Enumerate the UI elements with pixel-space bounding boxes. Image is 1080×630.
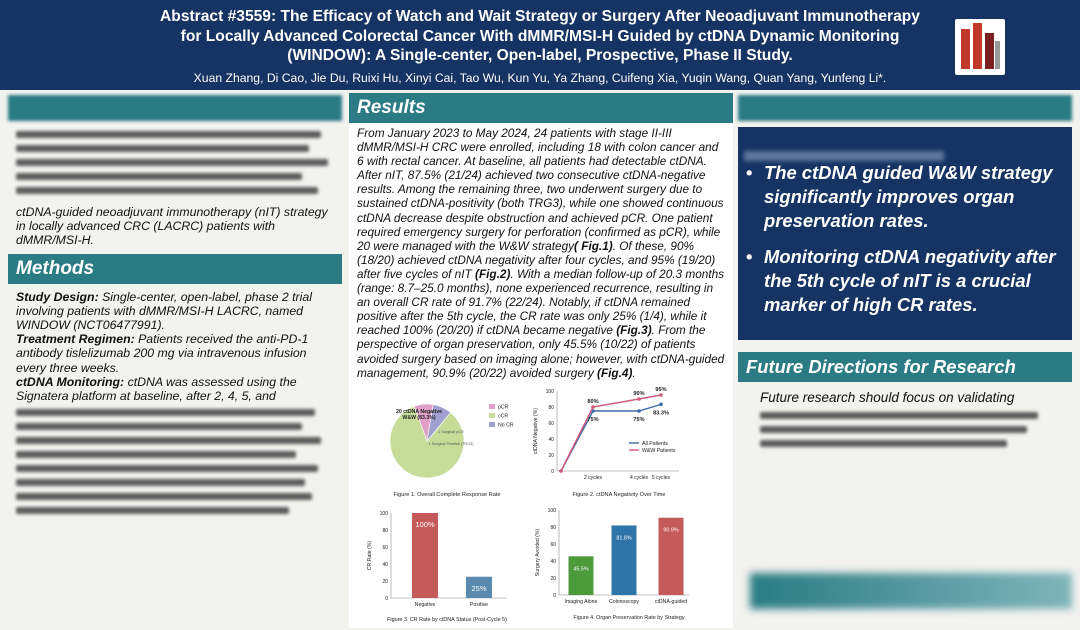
figure-3-title: Figure 3. CR Rate by ctDNA Status (Post-Cycle 5)	[387, 617, 507, 623]
conclusion-item-1	[746, 161, 1062, 233]
fig2-ylabel: ctDNA Negative (%)	[533, 407, 539, 455]
results-text-part-2: . Of these, 90% (18/20) achieved ctDNA negativity after four cycles, and 95% (19/20) after five cycles of nIT	[357, 238, 716, 281]
fig4-ylabel: Surgery Avoided (%)	[535, 528, 541, 577]
treatment-regimen-paragraph	[16, 332, 334, 375]
fig2-reference: (Fig.2)	[475, 266, 511, 281]
figures-canvas	[349, 383, 733, 628]
fig4-bar-label-0: 45.5%	[573, 566, 589, 573]
fig2-point-0-2	[637, 409, 641, 413]
fig4-category-1: Colonoscopy	[609, 599, 639, 605]
fig3-ytick-100: 100	[379, 511, 388, 517]
poster-header	[0, 0, 1080, 90]
fig2-point-0-3	[659, 403, 663, 407]
methods-heading: Methods	[8, 254, 342, 284]
pie-label-ccr-pct: W&W (83.3%)	[402, 415, 436, 421]
results-text	[349, 123, 733, 380]
figure-2-title: Figure 2. ctDNA Negativity Over Time	[572, 492, 666, 498]
conclusions-heading	[738, 95, 1072, 121]
title-line-3: (WINDOW): A Single-center, Open-label, Prospective, Phase II Study.	[287, 47, 793, 64]
fig2-xtick-3: 5 cycles	[651, 475, 671, 481]
fig3-ytick-60: 60	[382, 545, 388, 551]
poster-title	[120, 7, 960, 66]
fig4-bar-0	[569, 556, 594, 595]
right-column	[738, 93, 1072, 628]
author-list: Xuan Zhang, Di Cao, Jie Du, Ruixi Hu, Xinyi Cai, Tao Wu, Kun Yu, Ya Zhang, Cuifeng Xia, Yuqin Wang, Quan Yang, Yunfeng Li*.	[193, 71, 887, 85]
title-line-2: for Locally Advanced Colorectal Cancer With dMMR/MSI-H Guided by ctDNA Dynamic Monitoring	[180, 27, 900, 45]
figure-4-title: Figure 4. Organ Preservation Rate by Strategy	[573, 615, 685, 621]
bullet-icon: •	[746, 246, 753, 267]
fig1-reference: ( Fig.1)	[574, 238, 613, 253]
methods-blurred-text	[8, 403, 342, 513]
introduction-text: ctDNA-guided neoadjuvant immunotherapy (nIT) strategy in locally advanced CRC (LACRC) patients with dMMR/MSI-H.	[16, 205, 328, 248]
fig2-data-label-1-3: 95%	[655, 387, 667, 393]
ctdna-monitoring-paragraph	[16, 375, 334, 403]
introduction-blurred-text	[8, 121, 342, 201]
fig2-ytick-80: 80	[548, 405, 554, 411]
ctdna-monitoring-text: ctDNA was assessed using the Signatera platform at baseline, after 2, 4, 5, and	[16, 374, 297, 404]
fig2-data-label-0-2: 75%	[633, 417, 645, 423]
conclusion-item-2	[746, 245, 1062, 317]
results-text-part-1: From January 2023 to May 2024, 24 patients with stage II-III dMMR/MSI-H CRC were enrolled, including 18 with colon cancer and 6 with rectal cancer. At baseline, all patients had detectable ctDNA. After nIT, 87.5% (21/24) achieved two consecutive ctDNA-negative results. Among the remaining three, two underwent surgery due to sustained ctDNA-positivity (both TRG3), while one showed continuous ctDNA decrease despite obstruction and achieved pCR. One patient required emergency surgery for perforation (confirmed as pCR), while 20 were managed with the W&W strategy	[357, 126, 724, 253]
methods-body	[8, 284, 342, 404]
study-design-paragraph	[16, 290, 334, 333]
fig4-ytick-100: 100	[547, 508, 556, 514]
fig3-bar-label-0: 100%	[415, 520, 435, 529]
fig2-legend-label-0: All Patients	[642, 441, 668, 447]
conclusion-text-1: The ctDNA guided W&W strategy significantly improves organ preservation rates.	[764, 162, 1053, 231]
fig3-bar-label-1: 25%	[471, 583, 487, 593]
treatment-regimen-label: Treatment Regimen:	[16, 332, 135, 347]
fig3-ytick-40: 40	[382, 562, 388, 568]
legend-swatch-ccr	[489, 413, 495, 418]
middle-column	[349, 93, 733, 628]
fig4-bar-label-2: 90.9%	[663, 527, 679, 534]
footer-band	[750, 573, 1072, 609]
future-directions-heading: Future Directions for Research	[738, 352, 1072, 382]
fig3-reference: (Fig.3)	[616, 323, 652, 338]
results-text-part-3: . With a median follow-up of 20.3 months (range: 8.7–25.0 months), none experienced recurrence, resulting in an overall CR rate of 91.7% (22/24). Notably, if ctDNA remained positive after the 5th cycle, the CR rate was only 25% (1/4), while it reached 100% (20/20) if ctDNA became negative	[357, 266, 725, 338]
results-heading: Results	[349, 93, 733, 123]
fig3-ytick-80: 80	[382, 528, 388, 534]
future-directions-blurred-text	[738, 406, 1072, 442]
fig2-xtick-1: 2 cycles	[583, 475, 603, 481]
pie-label-pcr: 2 Surgical pCR	[438, 430, 464, 434]
fig2-point-1-1	[591, 405, 595, 409]
results-text-part-4: . From the perspective of organ preservation, only 45.5% (10/22) of patients avoided surgery based on imaging alone; however, with ctDNA-guided management, 90.9% (20/22) avoided surgery	[357, 323, 725, 380]
fig2-point-1-0	[559, 469, 563, 473]
fig2-point-1-2	[637, 397, 641, 401]
fig2-ytick-100: 100	[545, 389, 554, 395]
fig2-data-label-0-3: 83.3%	[653, 410, 669, 417]
fig4-ytick-20: 20	[550, 576, 556, 582]
treatment-regimen-text: Patients received the anti-PD-1 antibody tislelizumab 200 mg via intravenous infusion every three weeks.	[16, 332, 309, 375]
institution-logo	[955, 19, 1005, 75]
fig2-ytick-40: 40	[548, 437, 554, 443]
legend-label-pcr: pCR	[498, 404, 509, 411]
legend-swatch-pcr	[489, 404, 495, 409]
fig2-series-w-w-patients	[561, 395, 661, 471]
legend-label-ccr: cCR	[498, 413, 509, 420]
legend-label-no-cr: No CR	[498, 422, 514, 429]
fig3-category-0: Negative	[414, 602, 436, 608]
ctdna-monitoring-label: ctDNA Monitoring:	[16, 374, 125, 389]
fig2-point-1-3	[659, 393, 663, 397]
fig3-ylabel: CR Rate (%)	[367, 540, 373, 571]
pie-label-ccr: 20 ctDNA Negative	[396, 409, 442, 415]
fig4-ytick-0: 0	[553, 593, 556, 599]
title-line-1: Abstract #3559: The Efficacy of Watch and Wait Strategy or Surgery After Neoadjuvant Immunotherapy	[160, 8, 920, 25]
conclusion-text-2: Monitoring ctDNA negativity after the 5th cycle of nIT is a crucial marker of high CR rates.	[764, 246, 1056, 315]
left-column	[8, 93, 342, 625]
figure-1-title: Figure 1. Overall Complete Response Rate	[393, 492, 501, 498]
introduction-heading	[8, 95, 342, 121]
results-text-part-5: .	[632, 365, 636, 380]
bullet-icon: •	[746, 162, 753, 183]
study-design-label: Study Design:	[16, 289, 99, 304]
fig4-category-0: Imaging Alone	[564, 599, 598, 605]
legend-swatch-no-cr	[489, 422, 495, 427]
fig2-xtick-2: 4 cycles	[629, 475, 649, 481]
fig2-data-label-0-1: 75%	[587, 417, 599, 423]
fig2-ytick-0: 0	[551, 469, 554, 475]
fig4-bar-label-1: 81.8%	[616, 535, 632, 542]
study-design-text: Single-center, open-label, phase 2 trial involving patients with dMMR/MSI-H LACRC, named WINDOW (NCT06477991).	[16, 289, 312, 333]
fig3-ytick-0: 0	[385, 596, 388, 602]
fig2-data-label-1-1: 80%	[587, 399, 599, 405]
fig2-ytick-20: 20	[548, 453, 554, 459]
fig2-legend-label-1: W&W Patients	[642, 448, 676, 454]
fig2-data-label-1-2: 90%	[633, 391, 645, 397]
fig3-category-1: Positive	[469, 602, 489, 608]
fig4-category-2: ctDNA-guided	[654, 599, 688, 605]
pie-label-nocr: 1 Surgical Positive (TRG3)	[428, 442, 474, 446]
fig4-reference: (Fig.4)	[597, 365, 633, 380]
fig2-series-all-patients	[561, 404, 661, 471]
fig4-ytick-60: 60	[550, 542, 556, 548]
fig3-ytick-20: 20	[382, 579, 388, 585]
fig4-ytick-80: 80	[550, 525, 556, 531]
fig2-ytick-60: 60	[548, 421, 554, 427]
future-directions-text: Future research should focus on validating	[760, 390, 1015, 405]
results-figures	[349, 383, 733, 628]
conclusions-blurred-line	[744, 151, 944, 161]
fig4-ytick-40: 40	[550, 559, 556, 565]
conclusions-box	[738, 127, 1072, 340]
